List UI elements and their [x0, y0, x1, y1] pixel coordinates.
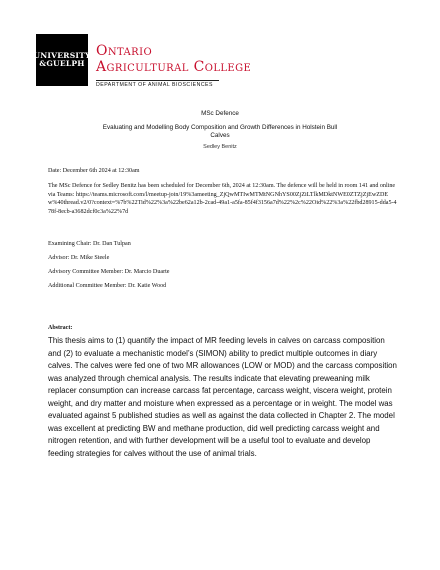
thesis-title: Evaluating and Modelling Body Composition and Growth Differences in Holstein Bull Calves [102, 124, 338, 139]
abstract-text: This thesis aims to (1) quantify the impact of MR feeding levels in calves on carcass composition and (2) to evaluate a mechanistic model’s (SIMON) ability to predict multiple outcomes in diary calves. The calves were fed one of two MR allowances (LOW or MOD) and the carcass composition was analyzed through chemical analysis. The results indicate that elevating preweaning milk replacer consumption can increase carcass fat percentage, carcass weight, viscera weight, protein weight, and dry matter and moisture when expressed as a percentage or in weight. The model was evaluated against 5 published studies as well as against the data collected in Chapter 2. The model was excellent at predicting BW and methane production, did well predicting carcass weight and nitrogen retention, and with further development will be a useful tool to evaluate and develop feeding strategies for calves without the use of animal trials. [48, 336, 397, 458]
department-name: DEPARTMENT OF ANIMAL BIOSCIENCES [96, 82, 213, 88]
advisory-committee-member: Advisory Committee Member: Dr. Marcio Duarte [48, 269, 170, 275]
university-logo [33, 34, 91, 86]
college-name-line-1: Ontario [96, 43, 153, 59]
abstract-label: Abstract: [48, 325, 73, 331]
logo-line-1: UNIVERSITY [33, 51, 91, 61]
defence-label: MSc Defence [201, 110, 239, 117]
advisor: Advisor: Dr. Mike Steele [48, 255, 110, 261]
examining-chair: Examining Chair: Dr. Dan Tulpan [48, 241, 131, 247]
logo-line-2: &GUELPH [39, 59, 85, 68]
college-name [96, 43, 251, 75]
college-name-line-2: Agricultural College [96, 59, 252, 75]
schedule-paragraph: The MSc Defence for Sedley Benitz has been scheduled for December 6th, 2024 at 12:30am. The defence will be held in room 141 and online via Teams: https://teams.microsoft.com/l/meetup-join/19%3ameeting_ZjQwMTIwMTMtNGNhYS00ZjZiLTlkMDktNWE0ZTZjZjEwZDEw%40thread.v2/0?context=%7b%22Tid%22%3a%22be62a12b-2cad-49a1-a5fa-85f4f3156a7d%22%2c%22Oid%22%3a%22fbd28915-dda5-478f-8ecb-a3682dcf0c3a%22%7d [48, 183, 397, 215]
defence-date: Date: December 6th 2024 at 12:30am [48, 168, 140, 174]
header-divider [96, 80, 219, 81]
student-name: Sedley Benitz [203, 144, 237, 150]
additional-committee-member: Additional Committee Member: Dr. Katie Wood [48, 283, 167, 289]
